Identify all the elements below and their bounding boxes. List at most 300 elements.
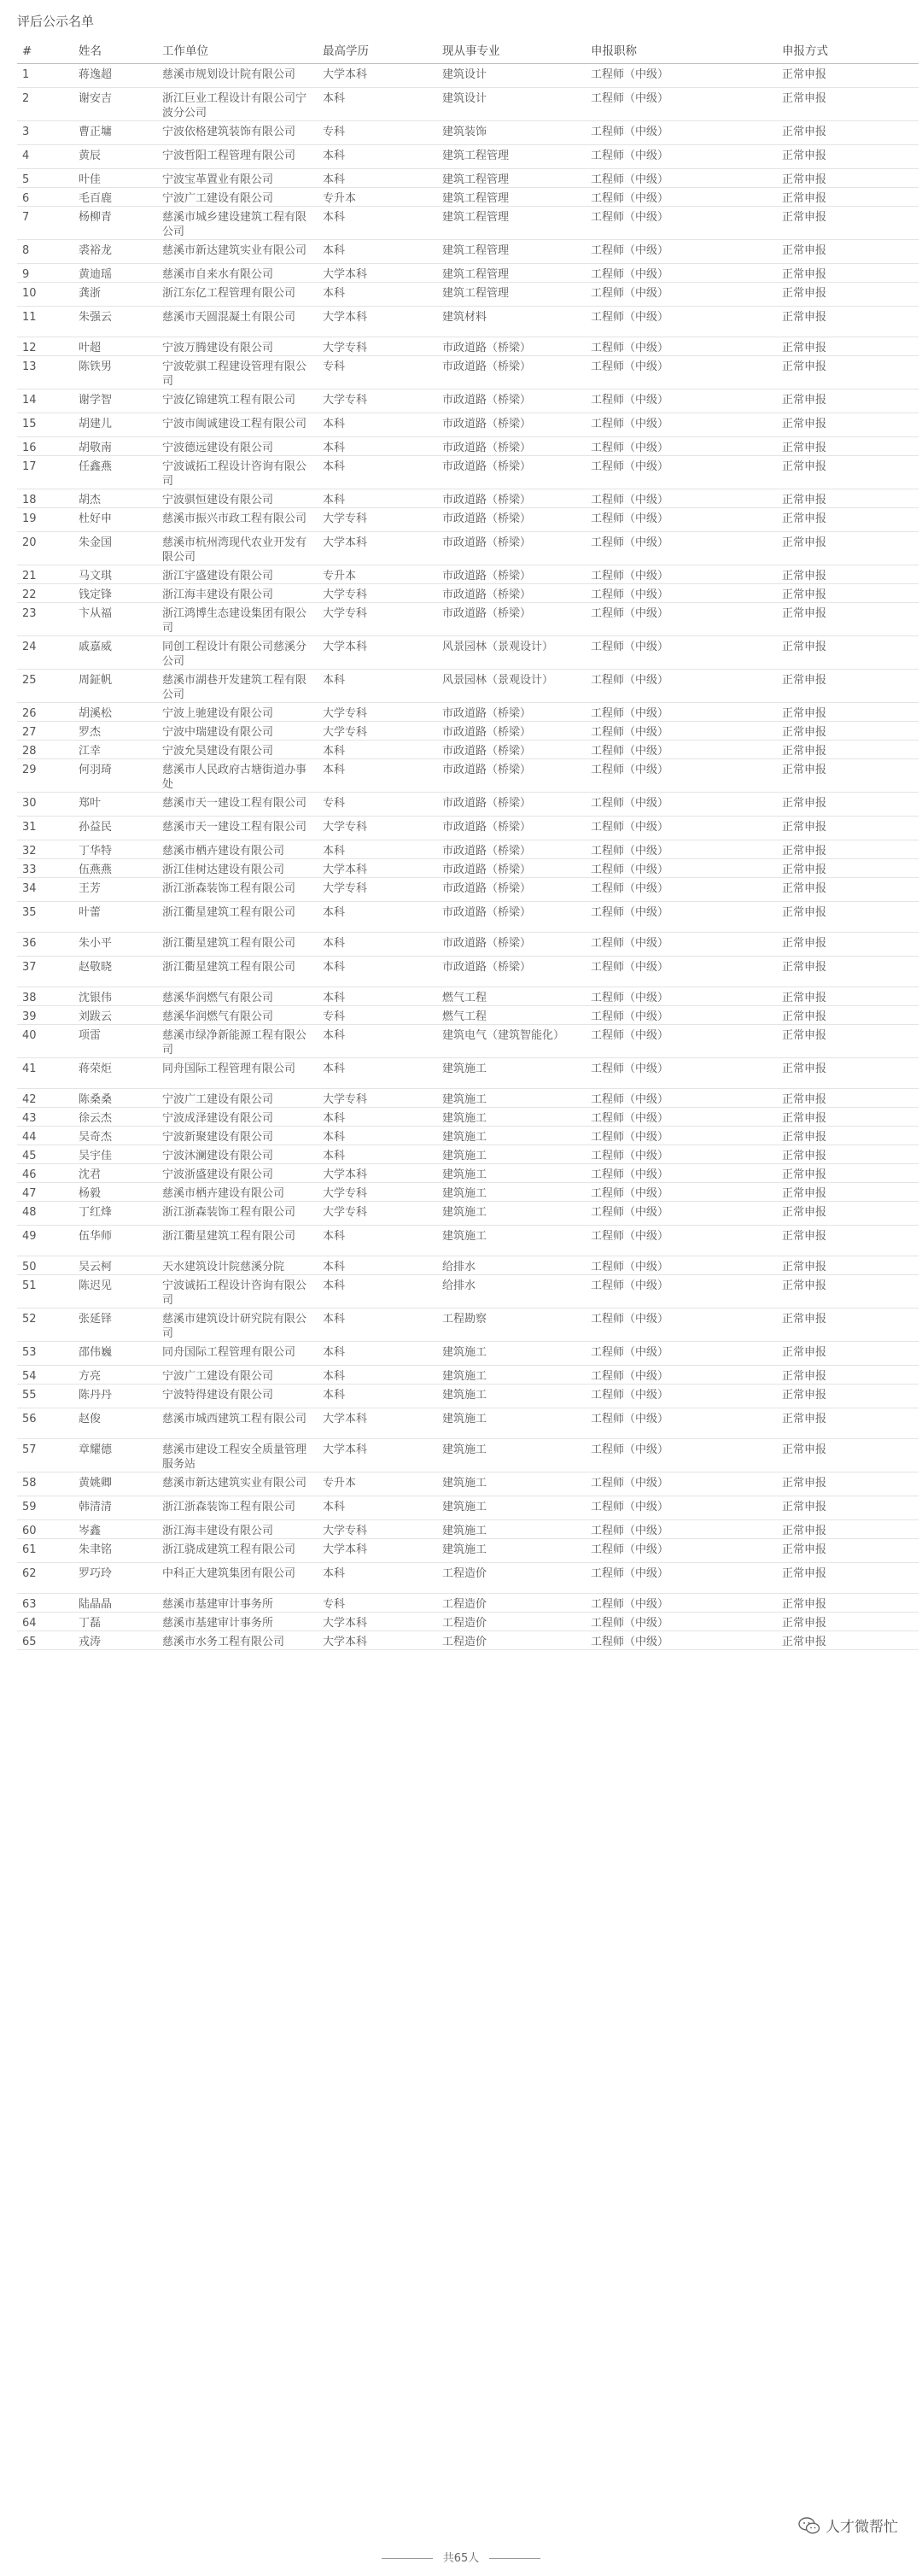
cell-employer: 宁波哲阳工程管理有限公司 <box>157 145 318 169</box>
cell-title: 工程师（中级） <box>586 1308 777 1342</box>
cell-specialty: 市政道路（桥梁） <box>437 456 586 489</box>
cell-education: 本科 <box>318 1342 437 1366</box>
cell-employer: 同创工程设计有限公司慈溪分公司 <box>157 636 318 670</box>
cell-title: 工程师（中级） <box>586 1563 777 1594</box>
cell-employer: 浙江衢星建筑工程有限公司 <box>157 902 318 933</box>
cell-education: 本科 <box>318 987 437 1006</box>
cell-employer: 慈溪市基建审计事务所 <box>157 1594 318 1613</box>
cell-specialty: 建筑施工 <box>437 1342 586 1366</box>
table-row <box>17 933 919 957</box>
cell-employer: 浙江海丰建设有限公司 <box>157 1520 318 1539</box>
cell-name: 钱定锋 <box>73 584 157 603</box>
cell-employer: 慈溪市绿净新能源工程有限公司 <box>157 1025 318 1058</box>
cell-index: 58 <box>17 1472 73 1496</box>
cell-education: 大学专科 <box>318 603 437 636</box>
cell-specialty: 燃气工程 <box>437 1006 586 1025</box>
cell-index: 43 <box>17 1108 73 1127</box>
cell-title: 工程师（中级） <box>586 389 777 413</box>
cell-education: 大学专科 <box>318 508 437 532</box>
cell-name: 沈银伟 <box>73 987 157 1006</box>
cell-index: 39 <box>17 1006 73 1025</box>
cell-index: 17 <box>17 456 73 489</box>
cell-index: 59 <box>17 1496 73 1520</box>
cell-employer: 慈溪市规划设计院有限公司 <box>157 64 318 88</box>
cell-title: 工程师（中级） <box>586 1108 777 1127</box>
cell-name: 伍华师 <box>73 1226 157 1256</box>
cell-education: 大学本科 <box>318 859 437 878</box>
cell-method: 正常申报 <box>777 121 919 145</box>
cell-education: 本科 <box>318 413 437 437</box>
cell-title: 工程师（中级） <box>586 817 777 840</box>
cell-education: 大学专科 <box>318 1089 437 1108</box>
cell-employer: 浙江衢星建筑工程有限公司 <box>157 1226 318 1256</box>
cell-method: 正常申报 <box>777 1342 919 1366</box>
cell-method: 正常申报 <box>777 240 919 264</box>
cell-method: 正常申报 <box>777 1256 919 1275</box>
table-row <box>17 88 919 121</box>
cell-specialty: 工程造价 <box>437 1594 586 1613</box>
cell-specialty: 市政道路（桥梁） <box>437 584 586 603</box>
cell-specialty: 给排水 <box>437 1275 586 1308</box>
cell-specialty: 市政道路（桥梁） <box>437 793 586 817</box>
cell-name: 丁红烽 <box>73 1202 157 1226</box>
table-row <box>17 437 919 456</box>
cell-specialty: 市政道路（桥梁） <box>437 489 586 508</box>
cell-employer: 慈溪市建筑设计研究院有限公司 <box>157 1308 318 1342</box>
cell-employer: 宁波允昊建设有限公司 <box>157 741 318 759</box>
cell-method: 正常申报 <box>777 1563 919 1594</box>
cell-education: 大学本科 <box>318 1539 437 1563</box>
cell-index: 31 <box>17 817 73 840</box>
cell-title: 工程师（中级） <box>586 121 777 145</box>
cell-specialty: 建筑工程管理 <box>437 188 586 207</box>
cell-index: 36 <box>17 933 73 957</box>
cell-name: 杜好申 <box>73 508 157 532</box>
cell-name: 韩清清 <box>73 1496 157 1520</box>
cell-employer: 慈溪市天圆混凝土有限公司 <box>157 307 318 337</box>
cell-specialty: 市政道路（桥梁） <box>437 532 586 565</box>
cell-index: 14 <box>17 389 73 413</box>
cell-method: 正常申报 <box>777 840 919 859</box>
cell-name: 叶佳 <box>73 169 157 188</box>
table-row <box>17 603 919 636</box>
cell-employer: 宁波德远建设有限公司 <box>157 437 318 456</box>
cell-name: 卞从福 <box>73 603 157 636</box>
cell-employer: 中科正大建筑集团有限公司 <box>157 1563 318 1594</box>
cell-method: 正常申报 <box>777 1385 919 1408</box>
cell-specialty: 建筑施工 <box>437 1089 586 1108</box>
table-row <box>17 337 919 356</box>
cell-title: 工程师（中级） <box>586 1256 777 1275</box>
cell-index: 56 <box>17 1408 73 1439</box>
cell-name: 罗巧玲 <box>73 1563 157 1594</box>
cell-title: 工程师（中级） <box>586 508 777 532</box>
cell-education: 专升本 <box>318 1472 437 1496</box>
cell-index: 45 <box>17 1145 73 1164</box>
cell-education: 本科 <box>318 1563 437 1594</box>
cell-employer: 慈溪市栖卉建设有限公司 <box>157 840 318 859</box>
cell-education: 专科 <box>318 356 437 389</box>
table-row <box>17 703 919 722</box>
table-row <box>17 121 919 145</box>
cell-index: 52 <box>17 1308 73 1342</box>
cell-method: 正常申报 <box>777 1202 919 1226</box>
cell-education: 专科 <box>318 1594 437 1613</box>
table-row <box>17 1275 919 1308</box>
cell-employer: 浙江浙森装饰工程有限公司 <box>157 878 318 902</box>
table-row <box>17 389 919 413</box>
cell-specialty: 市政道路（桥梁） <box>437 817 586 840</box>
table-row <box>17 240 919 264</box>
cell-specialty: 市政道路（桥梁） <box>437 902 586 933</box>
cell-method: 正常申报 <box>777 508 919 532</box>
cell-specialty: 建筑施工 <box>437 1385 586 1408</box>
cell-education: 本科 <box>318 1058 437 1089</box>
cell-index: 1 <box>17 64 73 88</box>
cell-name: 孙益民 <box>73 817 157 840</box>
cell-method: 正常申报 <box>777 356 919 389</box>
cell-employer: 慈溪市湖巷开发建筑工程有限公司 <box>157 670 318 703</box>
cell-specialty: 市政道路（桥梁） <box>437 337 586 356</box>
cell-employer: 慈溪市人民政府古塘街道办事处 <box>157 759 318 793</box>
cell-name: 谢学智 <box>73 389 157 413</box>
cell-specialty: 市政道路（桥梁） <box>437 413 586 437</box>
cell-name: 胡溪松 <box>73 703 157 722</box>
cell-index: 27 <box>17 722 73 741</box>
cell-index: 38 <box>17 987 73 1006</box>
cell-index: 18 <box>17 489 73 508</box>
cell-index: 25 <box>17 670 73 703</box>
cell-title: 工程师（中级） <box>586 489 777 508</box>
cell-specialty: 市政道路（桥梁） <box>437 957 586 987</box>
cell-specialty: 工程勘察 <box>437 1308 586 1342</box>
cell-education: 大学专科 <box>318 817 437 840</box>
cell-employer: 浙江宇盛建设有限公司 <box>157 565 318 584</box>
cell-employer: 慈溪华润燃气有限公司 <box>157 1006 318 1025</box>
cell-specialty: 建筑设计 <box>437 88 586 121</box>
table-row <box>17 413 919 437</box>
table-row <box>17 565 919 584</box>
cell-name: 朱强云 <box>73 307 157 337</box>
cell-specialty: 市政道路（桥梁） <box>437 565 586 584</box>
cell-title: 工程师（中级） <box>586 1127 777 1145</box>
cell-name: 章耀德 <box>73 1439 157 1472</box>
cell-specialty: 建筑施工 <box>437 1108 586 1127</box>
cell-name: 方亮 <box>73 1366 157 1385</box>
cell-method: 正常申报 <box>777 1145 919 1164</box>
watermark <box>798 2515 898 2536</box>
cell-method: 正常申报 <box>777 1025 919 1058</box>
cell-specialty: 建筑施工 <box>437 1183 586 1202</box>
cell-name: 赵敬晓 <box>73 957 157 987</box>
cell-employer: 宁波广工建设有限公司 <box>157 1366 318 1385</box>
cell-index: 54 <box>17 1366 73 1385</box>
col-header-name: 姓名 <box>73 39 157 64</box>
cell-education: 本科 <box>318 145 437 169</box>
cell-employer: 浙江海丰建设有限公司 <box>157 584 318 603</box>
cell-specialty: 建筑施工 <box>437 1520 586 1539</box>
cell-index: 21 <box>17 565 73 584</box>
cell-name: 曹正墉 <box>73 121 157 145</box>
cell-index: 62 <box>17 1563 73 1594</box>
cell-title: 工程师（中级） <box>586 1385 777 1408</box>
cell-specialty: 市政道路（桥梁） <box>437 759 586 793</box>
cell-name: 周鉦帆 <box>73 670 157 703</box>
col-header-index: # <box>17 39 73 64</box>
cell-method: 正常申报 <box>777 413 919 437</box>
cell-employer: 浙江衢星建筑工程有限公司 <box>157 957 318 987</box>
table-row <box>17 532 919 565</box>
cell-employer: 天水建筑设计院慈溪分院 <box>157 1256 318 1275</box>
table-row <box>17 1127 919 1145</box>
table-row <box>17 1108 919 1127</box>
cell-name: 黄辰 <box>73 145 157 169</box>
cell-employer: 宁波中瑞建设有限公司 <box>157 722 318 741</box>
cell-education: 本科 <box>318 207 437 240</box>
cell-method: 正常申报 <box>777 878 919 902</box>
cell-method: 正常申报 <box>777 957 919 987</box>
cell-index: 22 <box>17 584 73 603</box>
table-row <box>17 145 919 169</box>
cell-specialty: 市政道路（桥梁） <box>437 741 586 759</box>
cell-index: 51 <box>17 1275 73 1308</box>
table-row <box>17 1496 919 1520</box>
table-row <box>17 878 919 902</box>
cell-index: 53 <box>17 1342 73 1366</box>
table-row <box>17 584 919 603</box>
table-row <box>17 264 919 283</box>
cell-specialty: 市政道路（桥梁） <box>437 840 586 859</box>
cell-employer: 慈溪市新达建筑实业有限公司 <box>157 240 318 264</box>
cell-education: 本科 <box>318 1108 437 1127</box>
cell-employer: 宁波骐恒建设有限公司 <box>157 489 318 508</box>
cell-name: 吴奇杰 <box>73 1127 157 1145</box>
cell-name: 黄姚卿 <box>73 1472 157 1496</box>
table-row <box>17 636 919 670</box>
table-row <box>17 356 919 389</box>
cell-employer: 慈溪市天一建设工程有限公司 <box>157 817 318 840</box>
cell-name: 岑鑫 <box>73 1520 157 1539</box>
cell-index: 33 <box>17 859 73 878</box>
cell-method: 正常申报 <box>777 437 919 456</box>
cell-employer: 浙江东亿工程管理有限公司 <box>157 283 318 307</box>
cell-name: 杨毅 <box>73 1183 157 1202</box>
cell-education: 专科 <box>318 1006 437 1025</box>
cell-education: 大学本科 <box>318 1631 437 1650</box>
cell-title: 工程师（中级） <box>586 933 777 957</box>
cell-method: 正常申报 <box>777 207 919 240</box>
cell-method: 正常申报 <box>777 1520 919 1539</box>
cell-name: 朱聿铭 <box>73 1539 157 1563</box>
cell-employer: 慈溪市建设工程安全质量管理服务站 <box>157 1439 318 1472</box>
cell-title: 工程师（中级） <box>586 240 777 264</box>
cell-education: 大学本科 <box>318 1613 437 1631</box>
cell-name: 龚浙 <box>73 283 157 307</box>
cell-employer: 宁波特得建设有限公司 <box>157 1385 318 1408</box>
cell-specialty: 市政道路（桥梁） <box>437 859 586 878</box>
table-row <box>17 741 919 759</box>
table-row <box>17 1308 919 1342</box>
cell-employer: 浙江鸿博生态建设集团有限公司 <box>157 603 318 636</box>
table-row <box>17 759 919 793</box>
cell-employer: 浙江浙森装饰工程有限公司 <box>157 1202 318 1226</box>
footer-divider-left <box>382 2558 433 2559</box>
cell-index: 12 <box>17 337 73 356</box>
cell-employer: 慈溪市城西建筑工程有限公司 <box>157 1408 318 1439</box>
cell-method: 正常申报 <box>777 1275 919 1308</box>
cell-specialty: 建筑工程管理 <box>437 169 586 188</box>
cell-title: 工程师（中级） <box>586 1631 777 1650</box>
cell-title: 工程师（中级） <box>586 1439 777 1472</box>
cell-education: 大学专科 <box>318 878 437 902</box>
cell-index: 6 <box>17 188 73 207</box>
cell-specialty: 给排水 <box>437 1256 586 1275</box>
cell-title: 工程师（中级） <box>586 1006 777 1025</box>
page-title: 评后公示名单 <box>17 14 95 29</box>
table-row <box>17 1089 919 1108</box>
cell-education: 本科 <box>318 1308 437 1342</box>
cell-employer: 宁波宝革置业有限公司 <box>157 169 318 188</box>
cell-specialty: 燃气工程 <box>437 987 586 1006</box>
cell-title: 工程师（中级） <box>586 565 777 584</box>
cell-title: 工程师（中级） <box>586 1183 777 1202</box>
cell-employer: 浙江佳树达建设有限公司 <box>157 859 318 878</box>
cell-index: 40 <box>17 1025 73 1058</box>
cell-name: 马文琪 <box>73 565 157 584</box>
cell-specialty: 市政道路（桥梁） <box>437 703 586 722</box>
cell-method: 正常申报 <box>777 1089 919 1108</box>
cell-method: 正常申报 <box>777 722 919 741</box>
cell-title: 工程师（中级） <box>586 636 777 670</box>
cell-education: 大学本科 <box>318 64 437 88</box>
cell-employer: 慈溪市栖卉建设有限公司 <box>157 1183 318 1202</box>
cell-specialty: 建筑施工 <box>437 1127 586 1145</box>
table-row <box>17 1631 919 1650</box>
cell-method: 正常申报 <box>777 1183 919 1202</box>
cell-index: 48 <box>17 1202 73 1226</box>
cell-education: 本科 <box>318 902 437 933</box>
table-header-row <box>17 39 919 64</box>
cell-education: 本科 <box>318 1385 437 1408</box>
cell-employer: 浙江衢星建筑工程有限公司 <box>157 933 318 957</box>
cell-specialty: 建筑施工 <box>437 1226 586 1256</box>
cell-specialty: 市政道路（桥梁） <box>437 389 586 413</box>
cell-name: 朱小平 <box>73 933 157 957</box>
cell-method: 正常申报 <box>777 1594 919 1613</box>
table-row <box>17 1058 919 1089</box>
table-row <box>17 64 919 88</box>
cell-title: 工程师（中级） <box>586 188 777 207</box>
cell-employer: 浙江骁成建筑工程有限公司 <box>157 1539 318 1563</box>
cell-title: 工程师（中级） <box>586 722 777 741</box>
col-header-employer: 工作单位 <box>157 39 318 64</box>
cell-title: 工程师（中级） <box>586 88 777 121</box>
cell-method: 正常申报 <box>777 337 919 356</box>
cell-method: 正常申报 <box>777 1496 919 1520</box>
cell-method: 正常申报 <box>777 1058 919 1089</box>
cell-title: 工程师（中级） <box>586 840 777 859</box>
cell-education: 本科 <box>318 240 437 264</box>
cell-title: 工程师（中级） <box>586 169 777 188</box>
table-row <box>17 859 919 878</box>
cell-index: 23 <box>17 603 73 636</box>
cell-name: 叶蕾 <box>73 902 157 933</box>
cell-index: 34 <box>17 878 73 902</box>
table-row <box>17 840 919 859</box>
cell-specialty: 建筑工程管理 <box>437 264 586 283</box>
cell-education: 本科 <box>318 759 437 793</box>
cell-specialty: 建筑施工 <box>437 1539 586 1563</box>
total-count: 共65人 <box>442 2552 480 2565</box>
table-row <box>17 1613 919 1631</box>
cell-index: 57 <box>17 1439 73 1472</box>
cell-name: 胡杰 <box>73 489 157 508</box>
cell-employer: 宁波亿锦建筑工程有限公司 <box>157 389 318 413</box>
cell-specialty: 风景园林（景观设计） <box>437 670 586 703</box>
table-row <box>17 1183 919 1202</box>
cell-method: 正常申报 <box>777 1006 919 1025</box>
cell-name: 吴宇佳 <box>73 1145 157 1164</box>
cell-specialty: 建筑施工 <box>437 1145 586 1164</box>
cell-education: 本科 <box>318 670 437 703</box>
table-row <box>17 1408 919 1439</box>
cell-specialty: 建筑施工 <box>437 1496 586 1520</box>
cell-education: 专升本 <box>318 188 437 207</box>
cell-name: 郑叶 <box>73 793 157 817</box>
cell-education: 大学本科 <box>318 1408 437 1439</box>
cell-title: 工程师（中级） <box>586 207 777 240</box>
cell-specialty: 市政道路（桥梁） <box>437 437 586 456</box>
cell-employer: 宁波成泽建设有限公司 <box>157 1108 318 1127</box>
cell-index: 60 <box>17 1520 73 1539</box>
cell-employer: 宁波新聚建设有限公司 <box>157 1127 318 1145</box>
table-row <box>17 1226 919 1256</box>
cell-employer: 慈溪市天一建设工程有限公司 <box>157 793 318 817</box>
cell-education: 大学专科 <box>318 1183 437 1202</box>
cell-name: 毛百鹿 <box>73 188 157 207</box>
cell-index: 41 <box>17 1058 73 1089</box>
cell-education: 本科 <box>318 840 437 859</box>
cell-title: 工程师（中级） <box>586 1594 777 1613</box>
cell-name: 何羽琦 <box>73 759 157 793</box>
cell-index: 29 <box>17 759 73 793</box>
cell-title: 工程师（中级） <box>586 1496 777 1520</box>
cell-method: 正常申报 <box>777 1439 919 1472</box>
wechat-icon <box>798 2516 820 2535</box>
cell-name: 张延铎 <box>73 1308 157 1342</box>
cell-education: 本科 <box>318 437 437 456</box>
cell-education: 本科 <box>318 456 437 489</box>
cell-education: 本科 <box>318 1145 437 1164</box>
table-row <box>17 1025 919 1058</box>
cell-method: 正常申报 <box>777 169 919 188</box>
cell-title: 工程师（中级） <box>586 1164 777 1183</box>
cell-employer: 浙江浙森装饰工程有限公司 <box>157 1496 318 1520</box>
cell-title: 工程师（中级） <box>586 1145 777 1164</box>
cell-index: 42 <box>17 1089 73 1108</box>
cell-title: 工程师（中级） <box>586 1089 777 1108</box>
cell-title: 工程师（中级） <box>586 741 777 759</box>
cell-method: 正常申报 <box>777 283 919 307</box>
cell-title: 工程师（中级） <box>586 307 777 337</box>
cell-name: 沈君 <box>73 1164 157 1183</box>
cell-title: 工程师（中级） <box>586 987 777 1006</box>
cell-name: 谢安吉 <box>73 88 157 121</box>
table-row <box>17 1563 919 1594</box>
cell-specialty: 建筑工程管理 <box>437 145 586 169</box>
cell-index: 24 <box>17 636 73 670</box>
cell-method: 正常申报 <box>777 584 919 603</box>
